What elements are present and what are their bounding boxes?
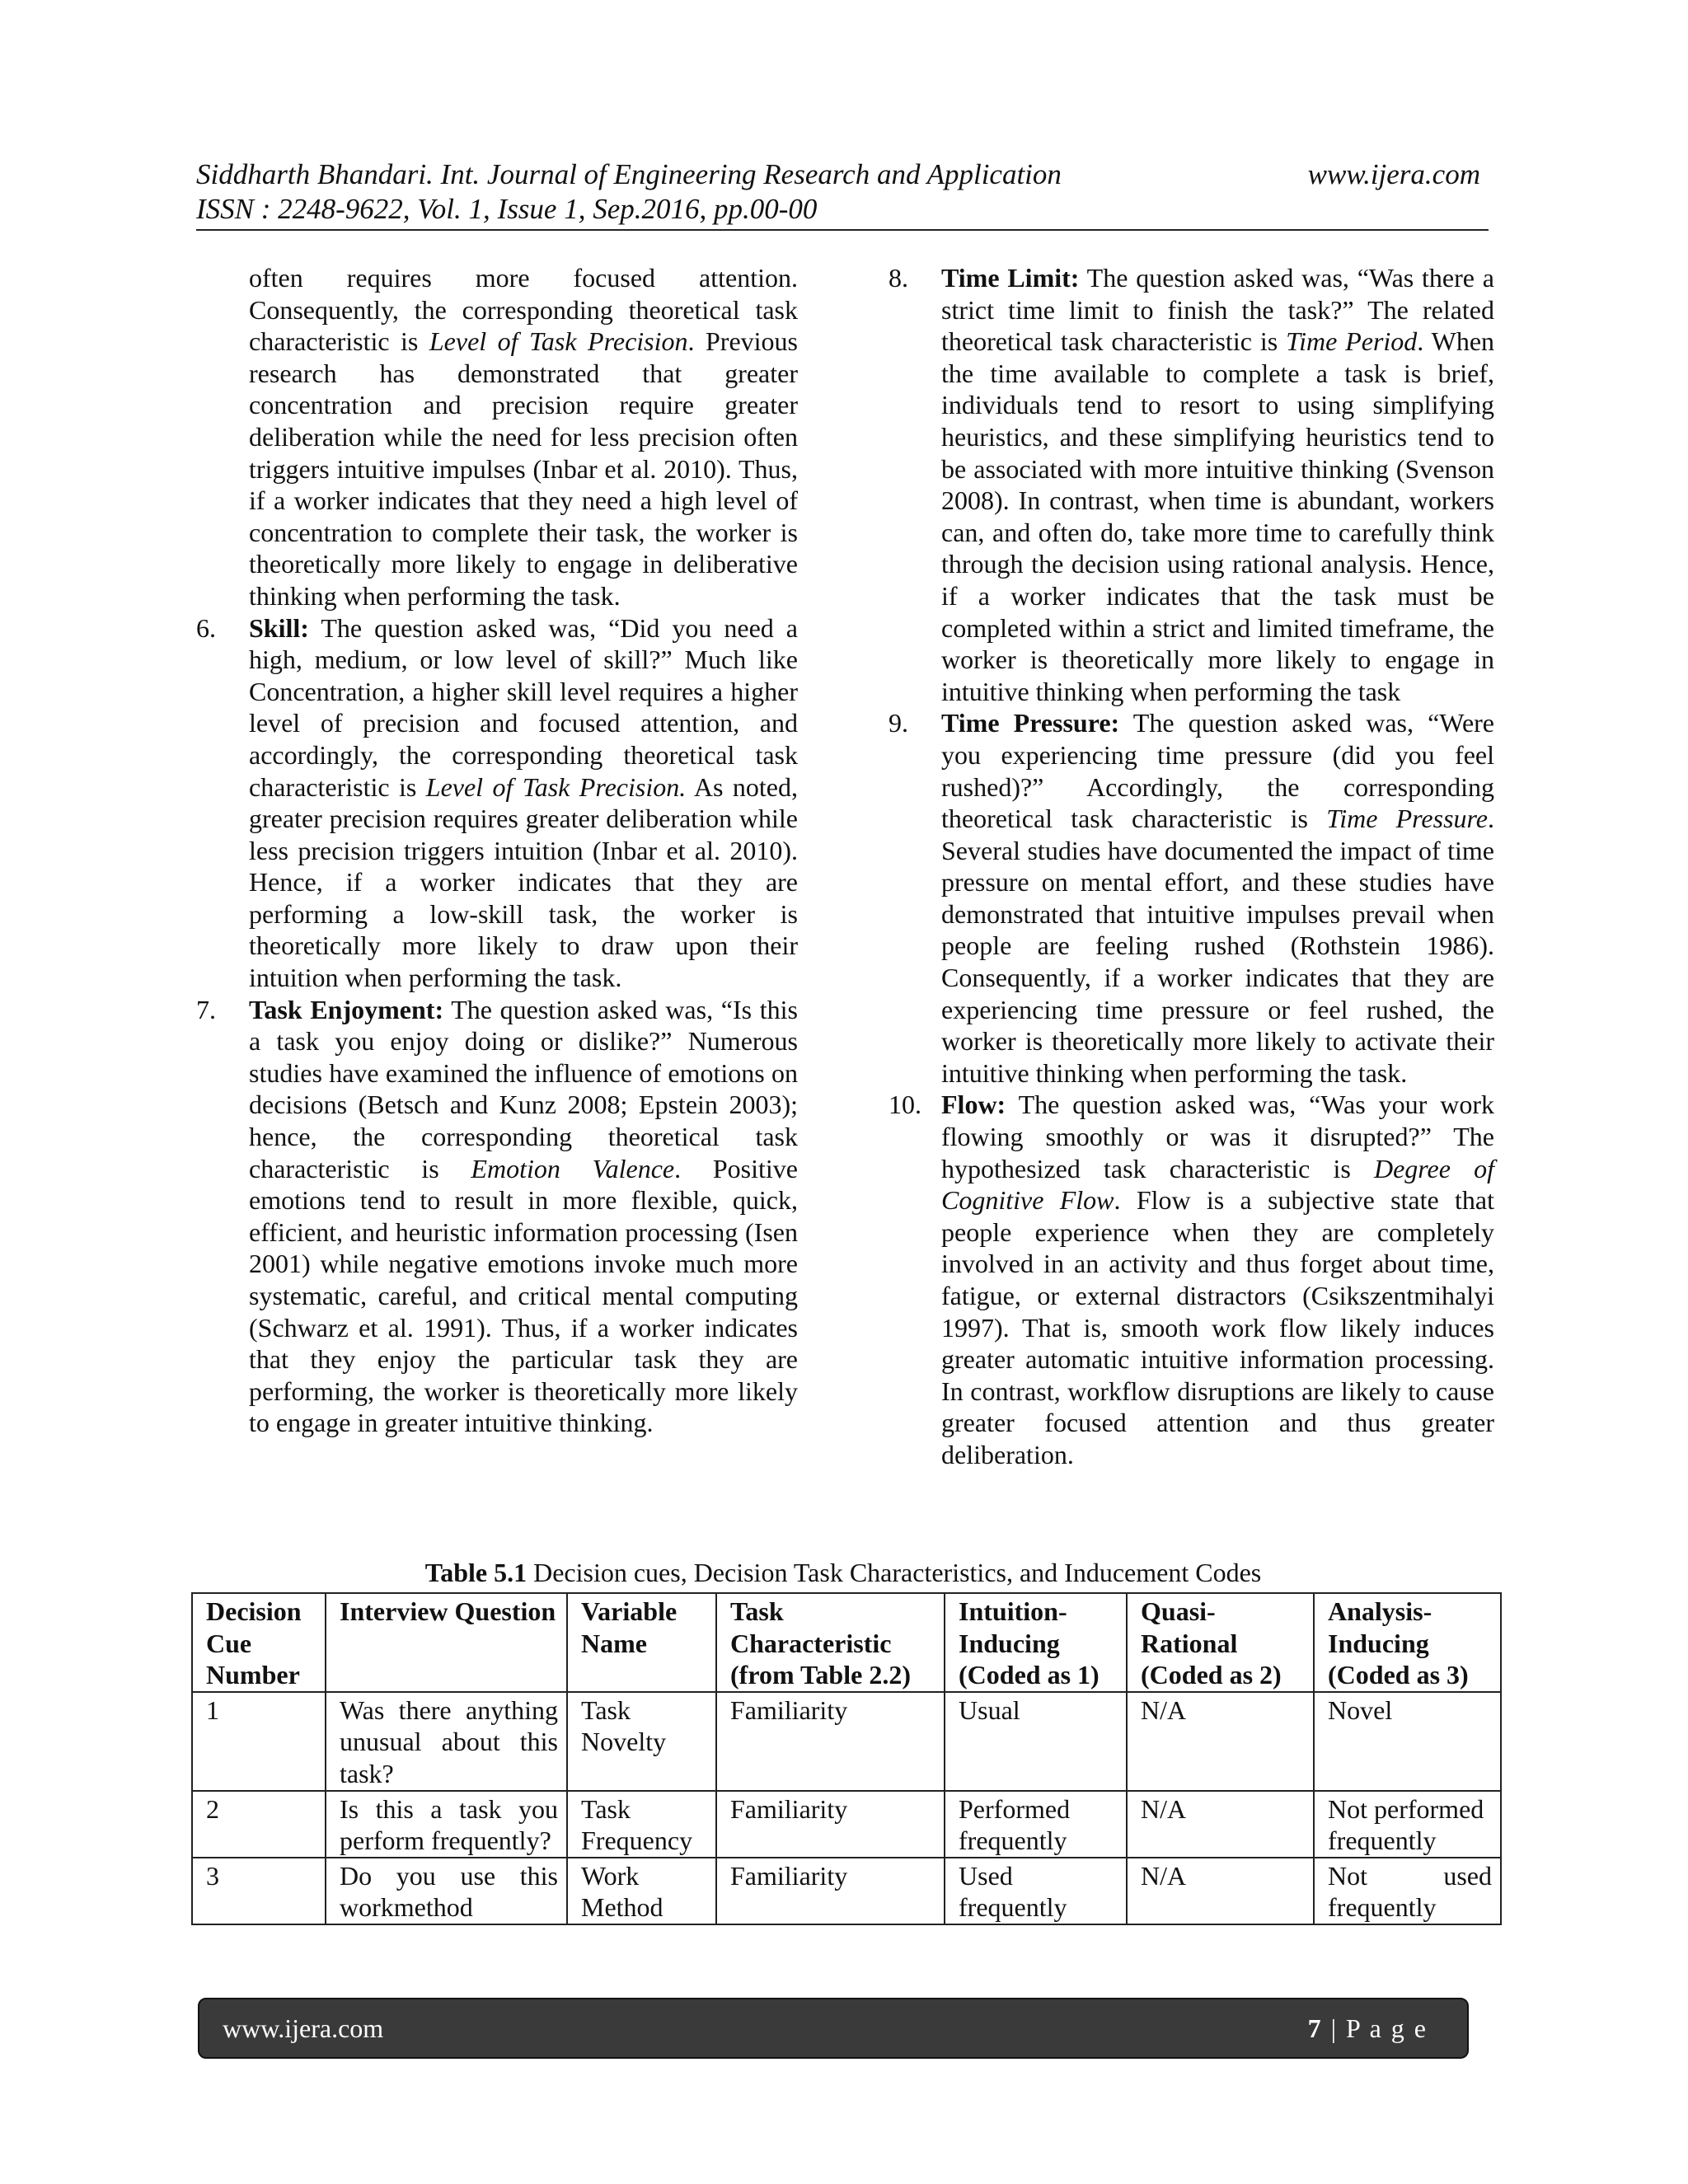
table-cell: Was there anything unusual about this task? — [326, 1692, 567, 1791]
list-number: 7. — [196, 994, 216, 1024]
column-header: Interview Question — [326, 1593, 567, 1692]
list-item-time-limit: 8. Time Limit: The question asked was, “Was there a strict time limit to finish the task?” The related theoretical task characteristic is Time Period. When the time available to complete a task is brief, individuals tend to resort to using simplifying heuristics, and these simplifying heuristics tend to be associated with more intuitive thinking (Svenson 2008). In contrast, when time is abundant, workers can, and often do, take more time to carefully think through the decision using rational analysis. Hence, if a worker indicates that the task must be completed within a strict and limited timeframe, the worker is theoretically more likely to engage in intuitive thinking when performing the task — [889, 263, 1495, 706]
table-cell: Novel — [1314, 1692, 1501, 1791]
table-cell: Task Frequency — [567, 1791, 716, 1858]
list-number: 8. — [889, 263, 908, 293]
header-issn: ISSN : 2248-9622, Vol. 1, Issue 1, Sep.2016, pp.00-00 — [196, 193, 818, 225]
table-header-row — [192, 1593, 1501, 1692]
table-cell: Familiarity — [716, 1791, 945, 1858]
table-cell: Used frequently — [945, 1858, 1127, 1924]
table-cell: Not performed frequently — [1314, 1791, 1501, 1858]
table-cell: Familiarity — [716, 1858, 945, 1924]
table-cell: 2 — [192, 1791, 326, 1858]
page-number: 7 | P a g e — [1307, 2013, 1428, 2043]
list-number: 10. — [889, 1090, 921, 1120]
table-cell: Work Method — [567, 1858, 716, 1924]
table-cell: Is this a task you perform frequently? — [326, 1791, 567, 1858]
table-cell: N/A — [1127, 1692, 1314, 1791]
table-cell: Not used frequently — [1314, 1858, 1501, 1924]
page-footer — [198, 1998, 1469, 2059]
table-row — [192, 1692, 1501, 1791]
header-website: www.ijera.com — [1307, 158, 1480, 190]
list-item-time-pressure: 9. Time Pressure: The question asked was, “Were you experiencing time pressure (did you feel rushed)?” Accordingly, the corresponding theoretical task characteristic is Time Pressure. Several studies have documented the impact of time pressure on mental effort, and these studies have demonstrated that intuitive impulses prevail when people are feeling rushed (Rothstein 1986). Consequently, if a worker indicates that they are experiencing time pressure or feel rushed, the worker is theoretically more likely to activate their intuitive thinking when performing the task. — [889, 708, 1495, 1088]
list-number: 6. — [196, 612, 216, 643]
header-journal-title: Siddharth Bhandari. Int. Journal of Engineering Research and Application — [196, 158, 1062, 190]
table-cell: N/A — [1127, 1791, 1314, 1858]
column-header: Decision Cue Number — [192, 1593, 326, 1692]
column-header: Analysis-Inducing (Coded as 3) — [1314, 1593, 1501, 1692]
table-caption-label: Table 5.1 — [424, 1558, 528, 1587]
item-lead: Skill: — [249, 612, 309, 643]
table-cell: 3 — [192, 1858, 326, 1924]
table-cell: N/A — [1127, 1858, 1314, 1924]
item-lead: Flow: — [941, 1090, 1006, 1120]
table-row — [192, 1858, 1501, 1924]
list-item-task-enjoyment: 7. Task Enjoyment: The question asked was, “Is this a task you enjoy doing or dislike?” Numerous studies have examined the influence of emotions on decisions (Betsch and Kunz 2008; Epstein 2003); hence, the corresponding theoretical task characteristic is Emotion Valence. Positive emotions tend to result in more flexible, quick, efficient, and heuristic information processing (Isen 2001) while negative emotions invoke much more systematic, careful, and critical mental computing (Schwarz et al. 1991). Thus, if a worker indicates that they enjoy the particular task they are performing, the worker is theoretically more likely to engage in greater intuitive thinking. — [196, 994, 799, 1438]
left-column — [196, 262, 798, 1439]
column-header: Intuition-Inducing (Coded as 1) — [945, 1593, 1127, 1692]
footer-website: www.ijera.com — [223, 2013, 384, 2043]
item-lead: Time Limit: — [941, 263, 1080, 293]
table-caption — [196, 1556, 1490, 1589]
list-number: 9. — [889, 708, 908, 738]
table-cell: Familiarity — [716, 1692, 945, 1791]
decision-cues-table — [191, 1592, 1502, 1925]
right-column — [889, 262, 1494, 1471]
table-row — [192, 1791, 1501, 1858]
table-cell: Do you use this workmethod — [326, 1858, 567, 1924]
list-item-skill: 6. Skill: The question asked was, “Did you need a high, medium, or low level of skill?” Much like Concentration, a higher skill level requires a higher level of precision and focused attention, and accordingly, the corresponding theoretical task characteristic is Level of Task Precision. As noted, greater precision requires greater deliberation while less precision triggers intuition (Inbar et al. 2010). Hence, if a worker indicates that they are performing a low-skill task, the worker is theoretically more likely to draw upon their intuition when performing the task. — [196, 612, 798, 993]
table-cell: Task Novelty — [567, 1692, 716, 1791]
list-item-flow: 10. Flow: The question asked was, “Was your work flowing smoothly or was it disrupted?” The hypothesized task characteristic is Degree of Cognitive Flow. Flow is a subjective state that people experience when they are completely involved in an activity and thus forget about time, fatigue, or external distractors (Csikszentmihalyi 1997). That is, smooth work flow likely induces greater automatic intuitive information processing. In contrast, workflow disruptions are likely to cause greater focused attention and thus greater deliberation. — [889, 1090, 1495, 1469]
column-header: Quasi-Rational (Coded as 2) — [1127, 1593, 1314, 1692]
table-cell: 1 — [192, 1692, 326, 1791]
column-header: Task Characteristic (from Table 2.2) — [716, 1593, 945, 1692]
column-header: Variable Name — [567, 1593, 716, 1692]
table-cell: Performed frequently — [945, 1791, 1127, 1858]
table-cell: Usual — [945, 1692, 1127, 1791]
item-lead: Time Pressure: — [941, 708, 1120, 738]
running-header — [196, 155, 1489, 231]
table-caption-text: Decision cues, Decision Task Characteristics, and Inducement Codes — [527, 1558, 1262, 1587]
item-lead: Task Enjoyment: — [249, 994, 444, 1024]
continued-paragraph: often requires more focused attention. Consequently, the corresponding theoretical task characteristic is Level of Task Precision. Previous research has demonstrated that greater concentration and precision require greater deliberation while the need for less precision often triggers intuitive impulses (Inbar et al. 2010). Thus, if a worker indicates that they need a high level of concentration to complete their task, the worker is theoretically more likely to engage in deliberative thinking when performing the task. — [249, 263, 799, 611]
